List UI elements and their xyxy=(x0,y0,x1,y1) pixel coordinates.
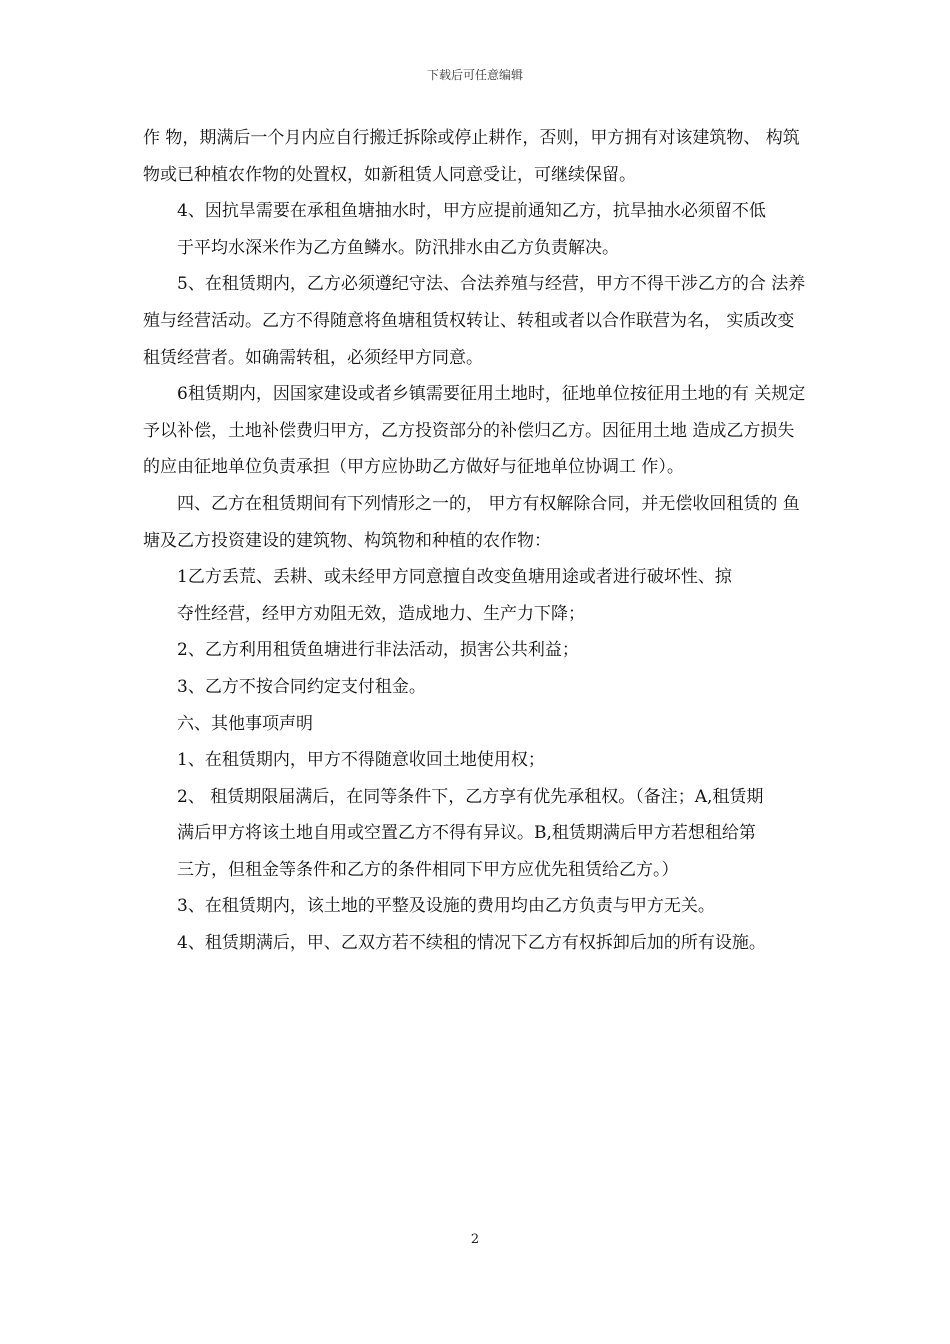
paragraph: 1乙方丢荒、丢耕、或未经甲方同意擅自改变鱼塘用途或者进行破坏性、掠 xyxy=(177,567,732,588)
paragraph: 4、因抗旱需要在承租鱼塘抽水时，甲方应提前通知乙方，抗旱抽水必须留不低 xyxy=(177,201,766,222)
paragraph: 2、乙方利用租赁鱼塘进行非法活动，损害公共利益； xyxy=(177,640,579,661)
paragraph: 三方，但租金等条件和乙方的条件相同下甲方应优先租赁给乙方。） xyxy=(177,859,679,880)
section-heading: 六、其他事项声明 xyxy=(177,713,313,734)
paragraph: 3、乙方不按合同约定支付租金。 xyxy=(177,676,426,697)
page-number: 2 xyxy=(470,1232,480,1247)
paragraph: 6租赁期内，因国家建设或者乡镇需要征用土地时，征地单位按征用土地的有 关规定予以补偿，土地补偿费归甲方，乙方投资部分的补偿归乙方。因征用土地 造成乙方损失的应由征地单位负责承担（甲方应协助乙方做好与征地单位协调工 作）。 xyxy=(143,384,806,478)
paragraph: 满后甲方将该土地自用或空置乙方不得有异议。B,租赁期满后甲方若想租给第 xyxy=(177,823,756,844)
paragraph: 2、 租赁期限届满后，在同等条件下，乙方享有优先承租权。（备注；A,租赁期 xyxy=(177,786,764,807)
paragraph: 3、在租赁期内，该土地的平整及设施的费用均由乙方负责与甲方无关。 xyxy=(177,896,715,917)
header-note: 下载后可任意编辑 xyxy=(426,68,523,82)
paragraph: 1、在租赁期内，甲方不得随意收回土地使用权； xyxy=(177,750,545,771)
paragraph: 夺性经营，经甲方劝阻无效，造成地力、生产力下降； xyxy=(177,603,585,624)
paragraph: 作 物，期满后一个月内应自行搬迁拆除或停止耕作，否则，甲方拥有对该建筑物、 构筑物或已种植农作物的处置权，如新租赁人同意受让，可继续保留。 xyxy=(143,128,800,185)
document-body xyxy=(143,120,807,962)
paragraph: 5、在租赁期内，乙方必须遵纪守法、合法养殖与经营，甲方不得干涉乙方的合 法养殖与经营活动。乙方不得随意将鱼塘租赁权转让、转租或者以合作联营为名， 实质改变租赁经营者。如确需转租，必须经甲方同意。 xyxy=(143,274,806,368)
paragraph: 四、乙方在租赁期间有下列情形之一的， 甲方有权解除合同，并无偿收回租赁的 鱼塘及乙方投资建设的建筑物、构筑物和种植的农作物： xyxy=(143,493,800,551)
paragraph: 4、租赁期满后，甲、乙双方若不续租的情况下乙方有权拆卸后加的所有设施。 xyxy=(177,933,766,954)
paragraph: 于平均水深米作为乙方鱼鳞水。防汛排水由乙方负责解决。 xyxy=(177,237,619,258)
